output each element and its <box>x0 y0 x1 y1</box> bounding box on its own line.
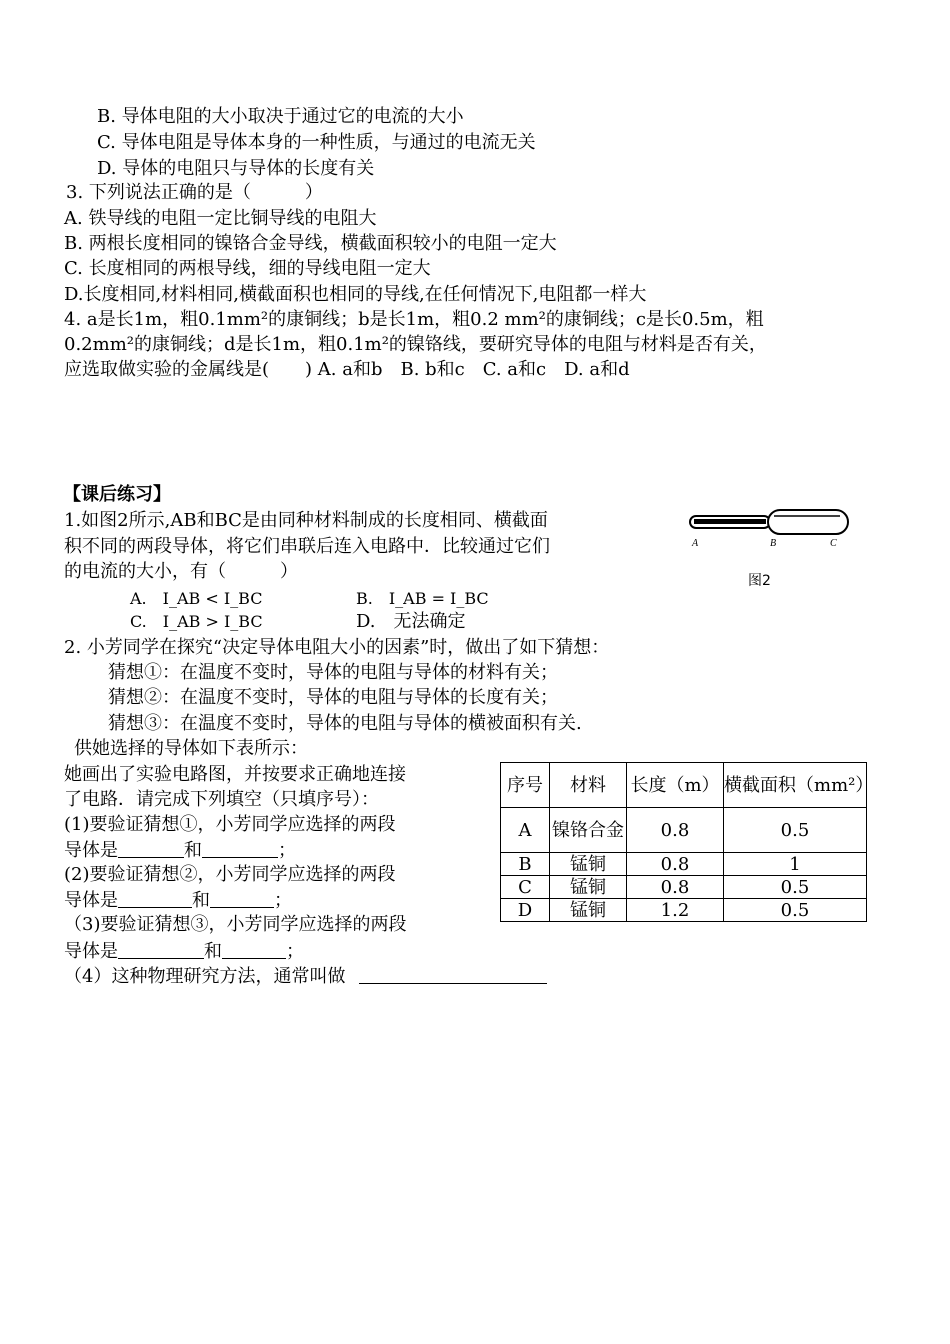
table-row <box>501 808 867 853</box>
step-1-and: 和 <box>184 840 202 861</box>
q3-stem: 3. 下列说法正确的是（ ） <box>66 182 323 203</box>
table-cell: 0.8 <box>627 853 724 876</box>
table-cell: 锰铜 <box>550 853 627 876</box>
prev-option-b: B. 导体电阻的大小取决于通过它的电流的大小 <box>97 106 464 127</box>
q4-line-3: 应选取做实验的金属线是( ) A. a和b B. b和c C. a和c D. a和d <box>64 359 630 380</box>
hw2-step-3b <box>64 940 304 963</box>
step-2-end: ； <box>274 890 292 911</box>
section-title: 【课后练习】 <box>63 484 171 505</box>
hw2-para-2: 了电路．请完成下列填空（只填序号）： <box>64 789 379 810</box>
q3-option-a: A. 铁导线的电阻一定比铜导线的电阻大 <box>64 208 377 229</box>
blank-1b[interactable] <box>202 839 278 858</box>
hw2-intro: 2. 小芳同学在探究“决定导体电阻大小的因素”时，做出了如下猜想： <box>64 637 610 658</box>
hw2-step-4 <box>64 965 547 988</box>
hw1-option-b: B. I_AB = I_BC <box>356 589 489 608</box>
step-2-and: 和 <box>192 890 210 911</box>
blank-2a[interactable] <box>118 889 192 908</box>
hw2-step-1a: (1)要验证猜想①，小芳同学应选择的两段 <box>64 814 396 835</box>
blank-3b[interactable] <box>222 940 286 959</box>
q3-option-d: D.长度相同,材料相同,横截面积也相同的导线,在任何情况下,电阻都一样大 <box>64 284 647 305</box>
step-1-end: ； <box>278 840 296 861</box>
table-cell: 1 <box>724 853 867 876</box>
table-cell: 0.5 <box>724 899 867 922</box>
table-header-row <box>501 763 867 808</box>
hw2-step-2b <box>64 889 292 912</box>
table-cell: D <box>501 899 550 922</box>
step-3-end: ； <box>286 941 304 962</box>
hw2-guess-3: 猜想③：在温度不变时，导体的电阻与导体的横被面积有关. <box>108 713 582 734</box>
hw1-line-2: 积不同的两段导体，将它们串联后连入电路中．比较通过它们 <box>64 536 550 557</box>
hw1-line-3: 的电流的大小，有（ ） <box>64 561 298 582</box>
header-cell: 材料 <box>550 763 627 808</box>
hw1-option-c: C. I_AB > I_BC <box>130 612 263 631</box>
q3-option-b: B. 两根长度相同的镍铬合金导线，横截面积较小的电阻一定大 <box>64 233 557 254</box>
table-cell: C <box>501 876 550 899</box>
conductor-ab-core <box>694 519 766 524</box>
fig-caption: 图2 <box>748 573 771 589</box>
table-cell: 锰铜 <box>550 899 627 922</box>
blank-4[interactable] <box>359 965 547 984</box>
table-row <box>501 899 867 922</box>
fig-label-c: C <box>830 538 837 549</box>
hw1-option-a: A. I_AB < I_BC <box>130 589 263 608</box>
hw1-option-d: D. 无法确定 <box>356 611 466 632</box>
hw1-line-1: 1.如图2所示,AB和BC是由同种材料制成的长度相同、横截面 <box>64 510 548 531</box>
q4-line-2: 0.2mm²的康铜线；d是长1m，粗0.1m²的镍铬线，要研究导体的电阻与材料是否有关， <box>64 334 767 355</box>
hw2-guess-1: 猜想①：在温度不变时，导体的电阻与导体的材料有关； <box>108 662 558 683</box>
hw2-step-2a: (2)要验证猜想②，小芳同学应选择的两段 <box>64 864 396 885</box>
hw2-guess-2: 猜想②：在温度不变时，导体的电阻与导体的长度有关； <box>108 687 558 708</box>
blank-3a[interactable] <box>118 940 204 959</box>
header-cell: 横截面积（mm²） <box>724 763 867 808</box>
step-4-text: （4）这种物理研究方法，通常叫做 <box>64 966 346 987</box>
table-row <box>501 876 867 899</box>
fig-label-a: A <box>692 538 699 549</box>
table-cell: 0.8 <box>627 808 724 853</box>
conductor-figure <box>688 508 852 538</box>
hw2-step-1b <box>64 839 296 862</box>
prev-option-c: C. 导体电阻是导体本身的一种性质，与通过的电流无关 <box>97 132 536 153</box>
blank-1a[interactable] <box>118 839 184 858</box>
conductor-bc <box>768 510 848 534</box>
hw2-step-3a: （3)要验证猜想③，小芳同学应选择的两段 <box>64 914 407 935</box>
table-row <box>501 853 867 876</box>
table-cell: B <box>501 853 550 876</box>
prev-option-d: D. 导体的电阻只与导体的长度有关 <box>97 158 375 179</box>
materials-table <box>500 762 874 922</box>
table-cell: A <box>501 808 550 853</box>
table-cell: 镍铬合金 <box>550 808 627 853</box>
header-cell: 长度（m） <box>627 763 724 808</box>
step-1-prefix: 导体是 <box>64 840 118 861</box>
blank-2b[interactable] <box>210 889 274 908</box>
header-cell: 序号 <box>501 763 550 808</box>
hw2-para-1: 她画出了实验电路图，并按要求正确地连接 <box>64 764 406 785</box>
table-cell: 1.2 <box>627 899 724 922</box>
step-2-prefix: 导体是 <box>64 890 118 911</box>
hw2-table-intro: 供她选择的导体如下表所示： <box>74 738 308 759</box>
step-3-and: 和 <box>204 941 222 962</box>
q4-line-1: 4. a是长1m，粗0.1mm²的康铜线；b是长1m，粗0.2 mm²的康铜线；c是长0.5m，粗 <box>64 309 764 330</box>
q3-option-c: C. 长度相同的两根导线，细的导线电阻一定大 <box>64 258 431 279</box>
step-3-prefix: 导体是 <box>64 941 118 962</box>
table-cell: 0.5 <box>724 876 867 899</box>
table-cell: 0.8 <box>627 876 724 899</box>
fig-label-b: B <box>770 538 777 549</box>
table-cell: 0.5 <box>724 808 867 853</box>
table-cell: 锰铜 <box>550 876 627 899</box>
